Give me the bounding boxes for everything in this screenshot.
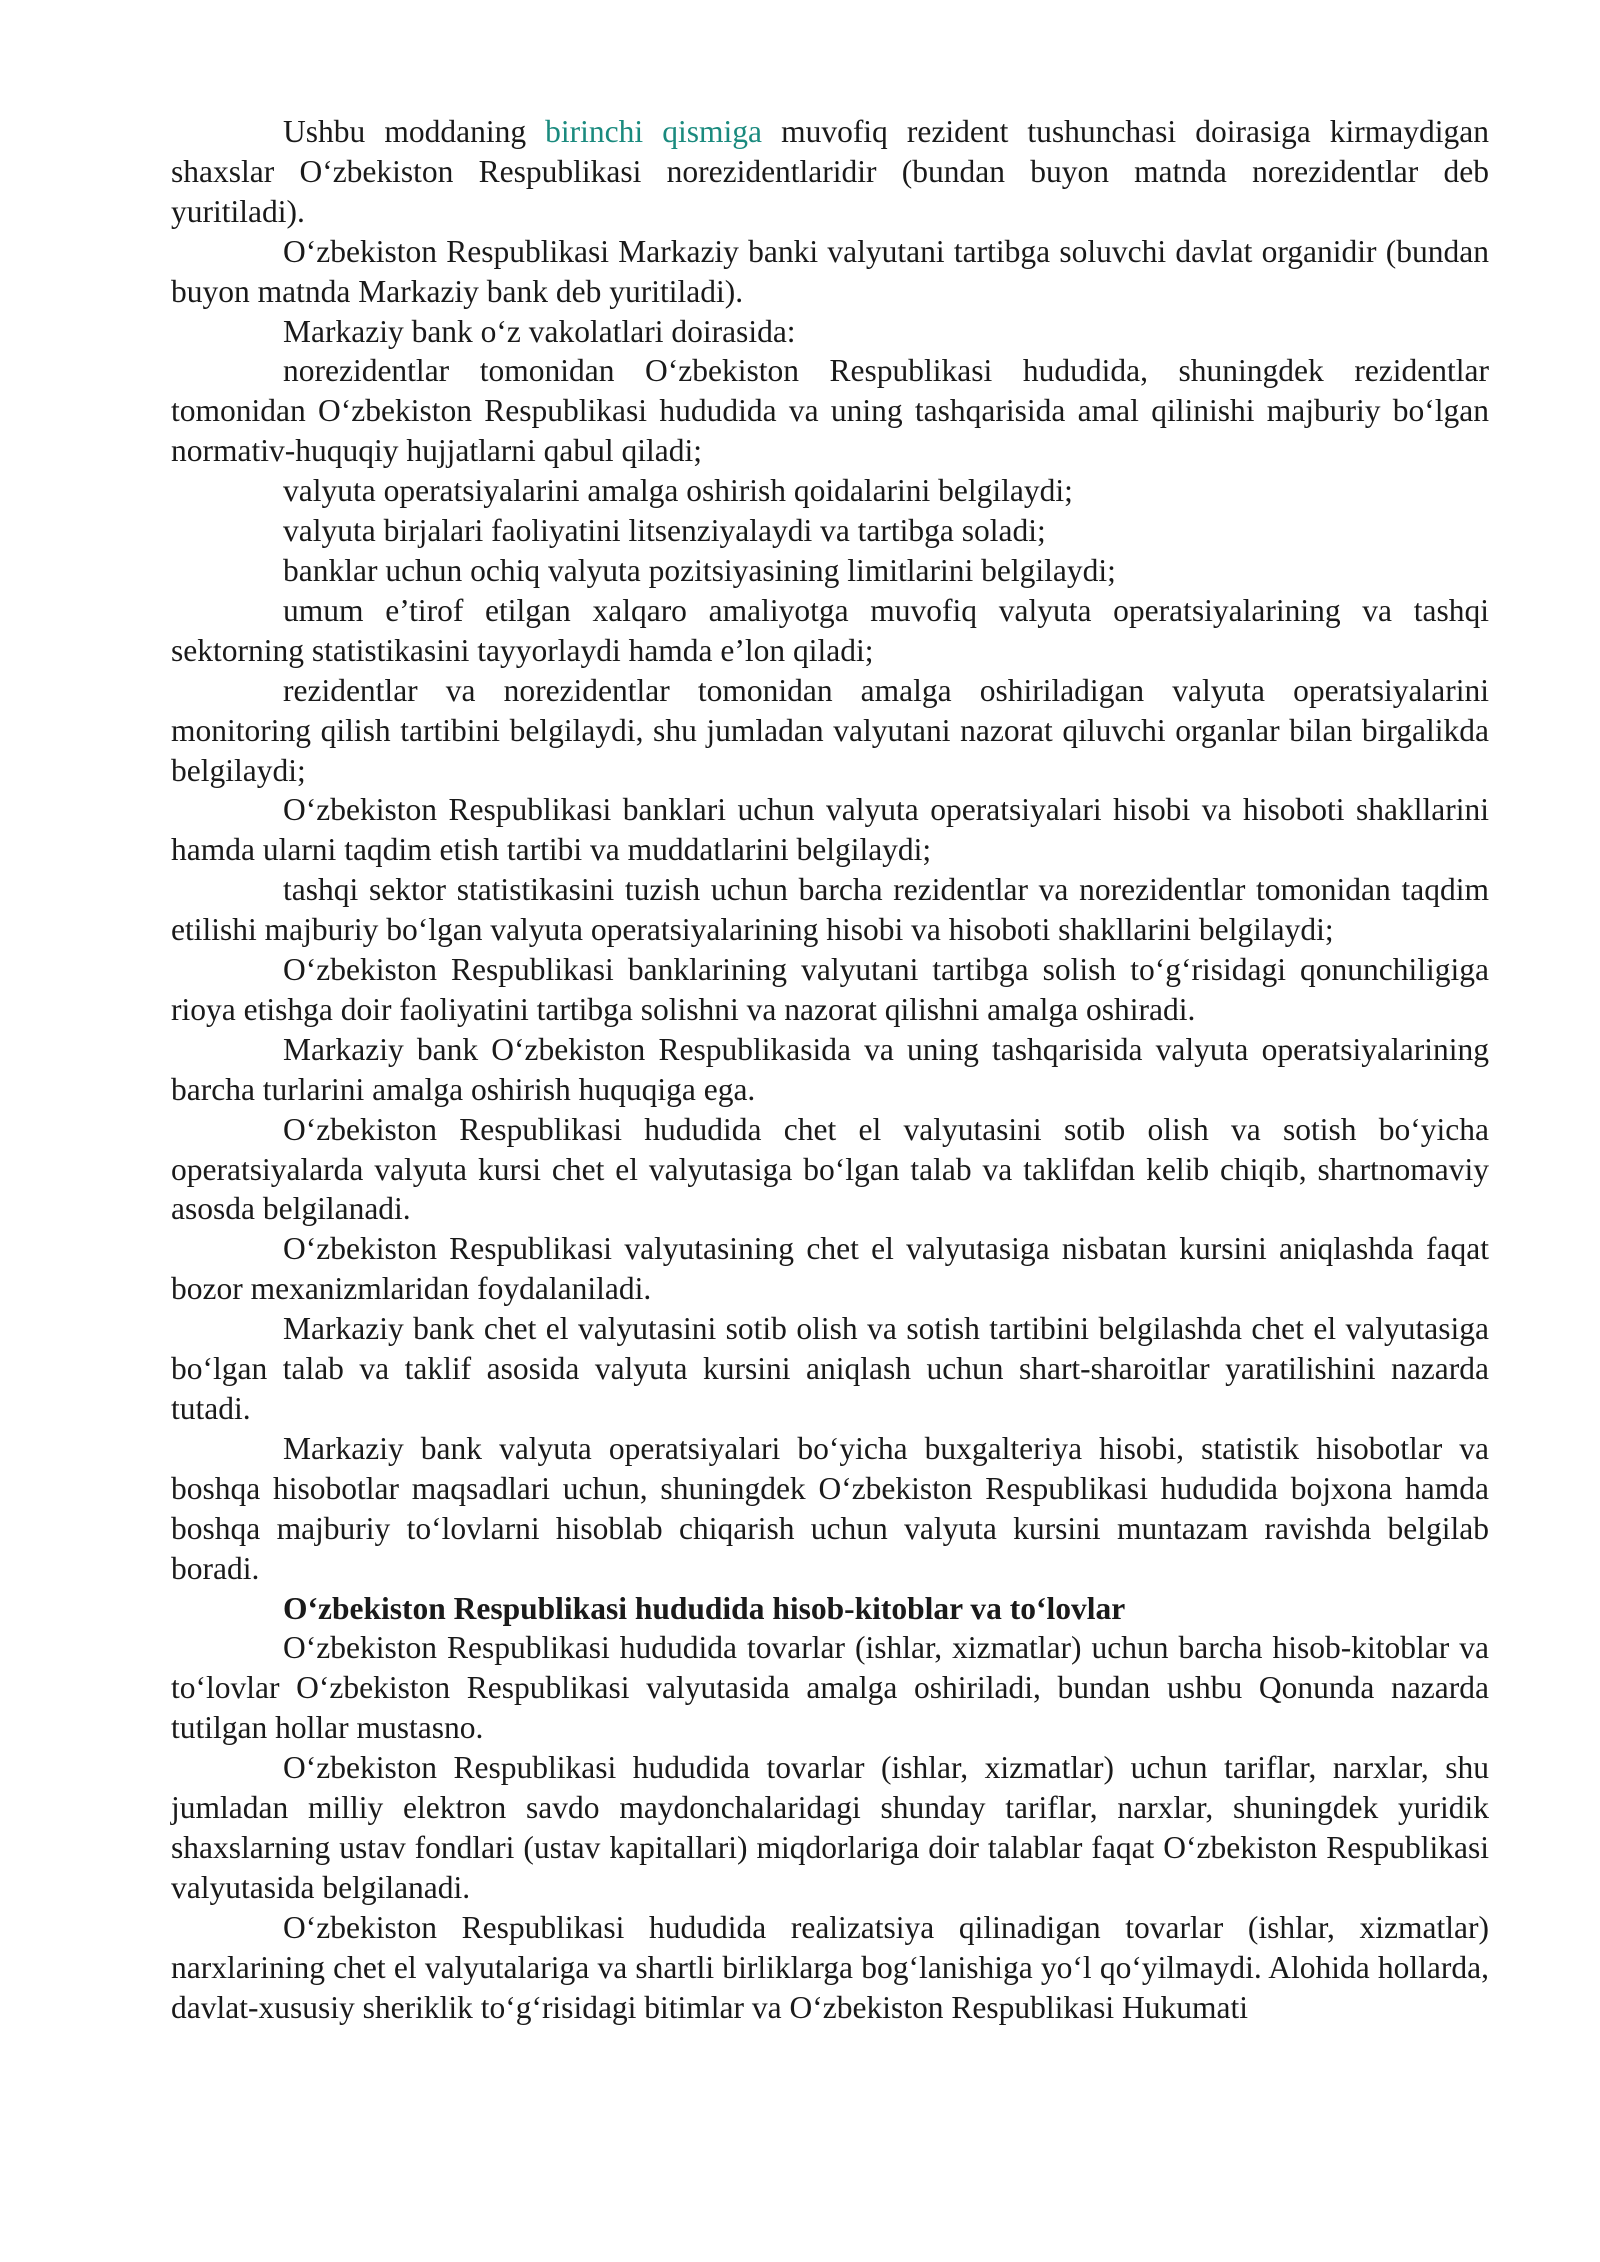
section-heading: O‘zbekiston Respublikasi hududida hisob-kitoblar va to‘lovlar (283, 1590, 1126, 1626)
paragraph-text: muvofiq rezident tushunchasi doirasiga kirmaydigan shaxslar O‘zbekiston Respublikasi norezidentlaridir (bundan buyon matnda norezidentlar deb yuritiladi). (171, 114, 1489, 229)
list-item-monitoring: rezidentlar va norezidentlar tomonidan amalga oshiriladigan valyuta operatsiyalarini monitoring qilish tartibini belgilaydi, shu jumladan valyutani nazorat qiluvchi organlar bilan birgalikda belgilaydi; (171, 672, 1489, 788)
list-item-bank-supervision: O‘zbekiston Respublikasi banklarining valyutani tartibga solish to‘g‘risidagi qonunchiligiga rioya etishga doir faoliyatini tartibga solishni va nazorat qilishni amalga oshiradi. (171, 952, 1489, 1027)
paragraph-text: Ushbu moddaning (283, 114, 546, 149)
paragraph-tariffs-currency: O‘zbekiston Respublikasi hududida tovarlar (ishlar, xizmatlar) uchun tariflar, narxlar, shu jumladan milliy elektron savdo maydonchalaridagi shunday tariflar, narxlar, shuningdek yuridik shaxslarning ustav fondlari (ustav kapitallari) miqdorlariga doir talablar faqat O‘zbekiston Respublikasi valyutasida belgilanadi. (171, 1750, 1489, 1905)
document-page (171, 112, 1489, 2028)
list-item-position-limits: banklar uchun ochiq valyuta pozitsiyasining limitlarini belgilaydi; (283, 552, 1116, 588)
list-item-operation-rules: valyuta operatsiyalarini amalga oshirish qoidalarini belgilaydi; (283, 473, 1073, 509)
paragraph-market-mechanisms: O‘zbekiston Respublikasi valyutasining chet el valyutasiga nisbatan kursini aniqlashda faqat bozor mexanizmlaridan foydalaniladi. (171, 1231, 1489, 1307)
list-item-normative-acts: norezidentlar tomonidan O‘zbekiston Respublikasi hududida, shuningdek rezidentlar tomonidan O‘zbekiston Respublikasi hududida va uning tashqarisida amal qilinishi majburiy bo‘lgan normativ-huquqiy hujjatlarni qabul qiladi; (171, 353, 1489, 469)
list-item-external-sector-forms: tashqi sektor statistikasini tuzish uchun barcha rezidentlar va norezidentlar tomonidan taqdim etilishi majburiy bo‘lgan valyuta operatsiyalarining hisobi va hisoboti shakllarini belgilaydi; (171, 872, 1489, 948)
paragraph-settlements-currency: O‘zbekiston Respublikasi hududida tovarlar (ishlar, xizmatlar) uchun barcha hisob-kitoblar va to‘lovlar O‘zbekiston Respublikasi valyutasida amalga oshiriladi, bundan ushbu Qonunda nazarda tutilgan hollar mustasno. (171, 1630, 1489, 1746)
paragraph-exchange-rate-contract: O‘zbekiston Respublikasi hududida chet el valyutasini sotib olish va sotish bo‘yicha operatsiyalarda valyuta kursi chet el valyutasiga bo‘lgan talab va taklifdan kelib chiqib, shartnomaviy asosda belgilanadi. (171, 1111, 1489, 1227)
paragraph-central-bank-powers-intro: Markaziy bank o‘z vakolatlari doirasida: (283, 313, 796, 349)
paragraph-price-pegging: O‘zbekiston Respublikasi hududida realizatsiya qilinadigan tovarlar (ishlar, xizmatlar) narxlarining chet el valyutalariga va shartli birliklarga bog‘lanishiga yo‘l qo‘yilmaydi. Alohida hollarda, davlat-xususiy sheriklik to‘g‘risidagi bitimlar va O‘zbekiston Respublikasi Hukumati (171, 1909, 1489, 2025)
list-item-statistics: umum e’tirof etilgan xalqaro amaliyotga muvofiq valyuta operatsiyalarining va tashqi sektorning statistikasini tayyorlaydi hamda e’lon qiladi; (171, 592, 1489, 668)
list-item-exchange-licensing: valyuta birjalari faoliyatini litsenziyalaydi va tartibga soladi; (283, 513, 1046, 549)
part-one-link[interactable]: birinchi qismiga (545, 114, 762, 149)
paragraph-rate-conditions: Markaziy bank chet el valyutasini sotib olish va sotish tartibini belgilashda chet el valyutasiga bo‘lgan talab va taklif asosida valyuta kursini aniqlash uchun shart-sharoitlar yaratilishini nazarda tutadi. (171, 1311, 1489, 1426)
list-item-bank-reporting-forms: O‘zbekiston Respublikasi banklari uchun valyuta operatsiyalari hisobi va hisoboti shakllarini hamda ularni taqdim etish tartibi va muddatlarini belgilaydi; (171, 792, 1489, 868)
paragraph-central-bank-role: O‘zbekiston Respublikasi Markaziy banki valyutani tartibga soluvchi davlat organidir (bundan buyon matnda Markaziy bank deb yuritiladi). (171, 233, 1489, 309)
paragraph-central-bank-rights: Markaziy bank O‘zbekiston Respublikasida va uning tashqarisida valyuta operatsiyalarining barcha turlarini amalga oshirish huquqiga ega. (171, 1031, 1489, 1107)
paragraph-official-rate: Markaziy bank valyuta operatsiyalari bo‘yicha buxgalteriya hisobi, statistik hisobotlar va boshqa hisobotlar maqsadlari uchun, shuningdek O‘zbekiston Respublikasi hududida bojxona hamda boshqa majburiy to‘lovlarni hisoblab chiqarish uchun valyuta kursini muntazam ravishda belgilab boradi. (171, 1430, 1489, 1586)
paragraph-nonresident-definition (171, 112, 1489, 232)
